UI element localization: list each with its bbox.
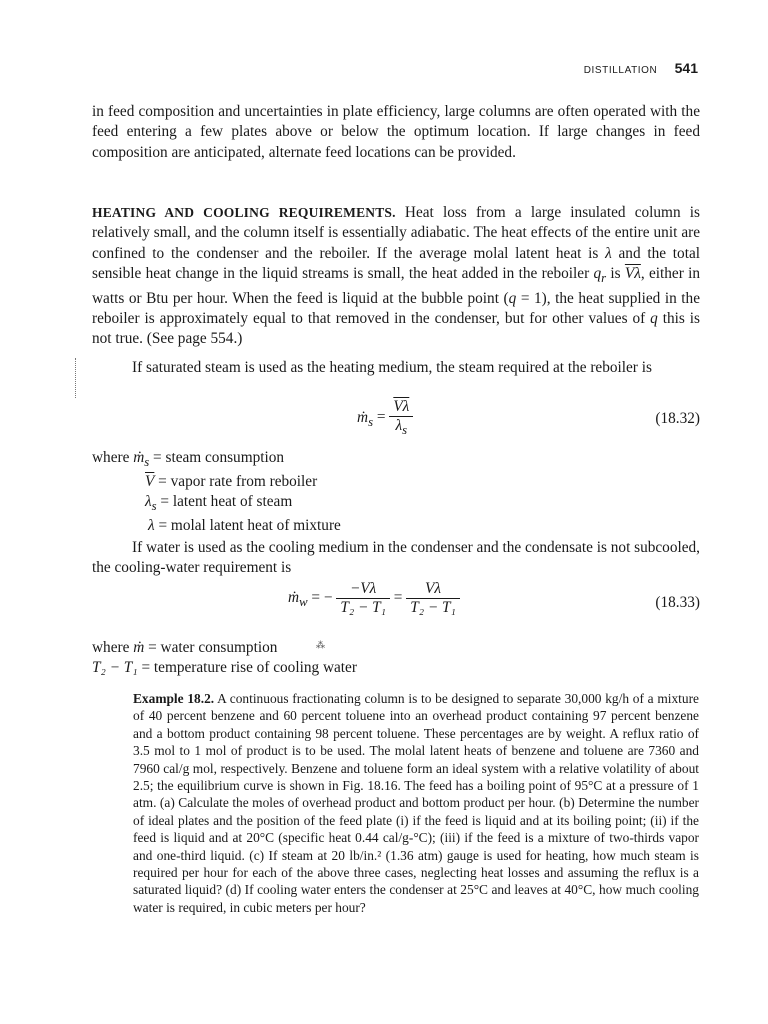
math-symbol: ṁ: [133, 449, 145, 466]
definition-row: [92, 638, 700, 658]
example-label: Example 18.2.: [133, 691, 215, 706]
running-header: [584, 60, 698, 77]
definition-text: = vapor rate from reboiler: [154, 473, 318, 491]
equation-number: (18.33): [655, 594, 700, 611]
paragraph-heating-cooling: [92, 203, 700, 350]
margin-mark: [75, 358, 77, 398]
paragraph-feed-location: in feed composition and uncertainties in plate efficiency, large columns are often operated with the feed entering a few plates above or below the optimum location. If large changes in feed composition are anticipated, alternate feed locations can be provided.: [92, 103, 700, 161]
definition-text: = steam consumption: [149, 449, 285, 466]
fraction: [336, 580, 390, 617]
fraction-denominator: T₂ − T₁: [340, 599, 386, 616]
definition-text: = latent heat of steam: [156, 493, 293, 511]
math-symbol: ṁ: [133, 639, 145, 656]
definition-text: = temperature rise of cooling water: [137, 659, 357, 676]
math-q: q: [650, 310, 658, 328]
example-text: A continuous fractionating column is to be designed to separate 30,000 kg/h of a mixture of 40 percent benzene and 60 percent toluene into an overhead product containing 97 percent benzene and a bottom product containing 98 percent toluene. These percentages are by weight. A reflux ratio of 3.5 mol to 1 mol of product is to be used. The molal latent heats of benzene and toluene are 7360 and 7960 cal/g mol, respectively. Benzene and toluene form an ideal system with a relative volatility of about 2.5; the equilibrium curve is shown in Fig. 18.16. The feed has a boiling point of 95°C at a pressure of 1 atm. (a) Calculate the moles of overhead product and bottom product per hour. (b) Determine the number of ideal plates and the position of the feed plate (i) if the feed is liquid and at its boiling point; (ii) if the feed is liquid and at 20°C (specific heat 0.44 cal/g-°C); (iii) if the feed is a mixture of two-thirds vapor and one-third liquid. (c) If steam at 20 lb/in.² (1.36 atm) gauge is used for heating, how much steam is required per hour for each of the above three cases, neglecting heat losses and assuming the reflux is a saturated liquid? (d) If cooling water enters the condenser at 25°C and leaves at 40°C, how much cooling water is required, in cubic meters per hour?: [133, 691, 699, 915]
definition-row: [92, 516, 700, 536]
scan-speck: ⁂: [316, 640, 325, 650]
example-18-2: [133, 690, 699, 916]
math-symbol: λ: [395, 417, 403, 434]
math-subscript: s: [144, 455, 150, 470]
fraction: [406, 580, 460, 617]
equation-18-32: [92, 396, 700, 456]
definition-row: [92, 492, 700, 516]
math-subscript: s: [151, 499, 157, 514]
math-V-lambda: $\overline{V\lambda}$: [624, 265, 641, 283]
text-run: = 1), the heat supplied in the reboiler is approximately equal to that removed in the condenser, but for other values of: [92, 289, 700, 328]
text-run: is: [606, 265, 625, 283]
equation-18-33: [92, 580, 700, 640]
section-title: DISTILLATION: [583, 65, 658, 76]
definitions-list-1: [92, 448, 700, 536]
math-subscript: r: [601, 271, 607, 286]
fraction: [389, 398, 413, 438]
math-symbol: q: [593, 265, 602, 283]
text-run: this is not true. (See page 554.): [92, 310, 700, 348]
definition-text: = molal latent heat of mixture: [154, 517, 341, 535]
math-q: q: [508, 289, 517, 307]
math-symbol: ṁ: [357, 408, 369, 426]
text-run: and the total sensible heat change in the liquid streams is small, the heat added in the reboiler: [92, 244, 700, 283]
text-run: , either in watts or Btu per hour. When the feed is liquid at the bubble point (: [92, 265, 701, 307]
definition-text: = water consumption: [144, 639, 278, 656]
section-heading: HEATING AND COOLING REQUIREMENTS.: [92, 205, 396, 220]
definitions-list-2: [92, 638, 700, 678]
paragraph-steam: If saturated steam is used as the heating medium, the steam required at the reboiler is: [132, 359, 652, 376]
math-symbol: λ: [145, 493, 152, 511]
definition-row: [92, 448, 700, 472]
math-symbol: T₂ − T₁: [92, 659, 138, 676]
definition-row: [92, 472, 700, 492]
math-symbol: ṁ: [288, 589, 300, 607]
where-word: where: [92, 639, 134, 656]
math-lambda: λ: [605, 244, 612, 262]
math-symbol: $\overline{V}$: [145, 473, 155, 491]
math-ms: [357, 408, 374, 429]
math-symbol: λ: [148, 517, 155, 535]
fraction-numerator: Vλ: [406, 580, 460, 599]
math-subscript: w: [299, 595, 308, 610]
definition-row: [92, 658, 700, 678]
fraction-numerator: −Vλ: [336, 580, 390, 599]
page-number: 541: [674, 60, 698, 76]
equals-sign: =: [389, 589, 407, 607]
text-run: Heat loss from a large insulated column is relatively small, and the column itself is essentially adiabatic. The heat effects of the entire unit are confined to the condenser and the reboiler. If the average molal latent heat is: [92, 204, 700, 262]
equation-body: [288, 580, 460, 617]
fraction-denominator: [389, 417, 413, 438]
equals-minus: = −: [307, 589, 337, 607]
equation-number: (18.32): [655, 410, 700, 427]
equation-body: [357, 398, 413, 438]
fraction-denominator: T₂ − T₁: [410, 599, 456, 616]
equals-sign: =: [373, 408, 390, 426]
math-subscript: s: [402, 423, 408, 438]
math-qr: [593, 265, 607, 286]
where-word: where: [92, 449, 134, 466]
paragraph-cooling-water: If water is used as the cooling medium in the condenser and the condensate is not subcooled, the cooling-water requirement is: [92, 539, 700, 577]
math-mw: [288, 589, 308, 610]
math-subscript: s: [368, 414, 374, 429]
fraction-numerator: $\overline{V\lambda}$: [389, 398, 413, 417]
